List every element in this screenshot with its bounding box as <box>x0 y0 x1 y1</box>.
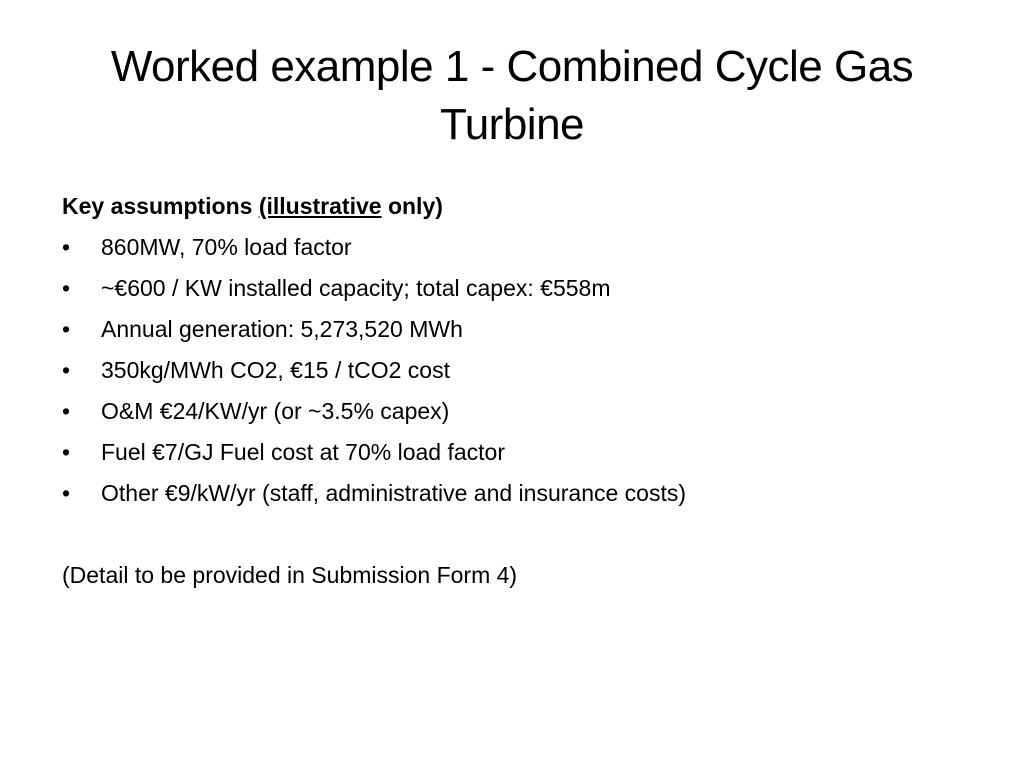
bullet-icon: • <box>62 398 71 424</box>
assumptions-list <box>62 227 962 514</box>
heading-suffix: only) <box>381 193 443 219</box>
list-item-text: Other €9/kW/yr (staff, administrative and insurance costs) <box>101 480 687 506</box>
bullet-icon: • <box>62 439 71 465</box>
list-item <box>62 227 962 268</box>
bullet-icon: • <box>62 275 71 301</box>
heading-prefix: Key assumptions <box>62 193 259 219</box>
list-item-text: ~€600 / KW installed capacity; total capex: €558m <box>101 275 611 301</box>
list-item <box>62 432 962 473</box>
list-item <box>62 473 962 514</box>
slide-title: Worked example 1 - Combined Cycle Gas Turbine <box>110 42 914 149</box>
key-assumptions-heading <box>62 186 962 227</box>
list-item-text: Annual generation: 5,273,520 MWh <box>101 316 463 342</box>
list-item <box>62 350 962 391</box>
bullet-icon: • <box>62 480 71 506</box>
list-item-text: O&M €24/KW/yr (or ~3.5% capex) <box>101 398 450 424</box>
bullet-icon: • <box>62 316 71 342</box>
slide-body <box>62 186 962 619</box>
list-item <box>62 268 962 309</box>
list-item-text: 350kg/MWh CO2, €15 / tCO2 cost <box>101 357 450 383</box>
list-item <box>62 309 962 350</box>
list-item-text: Fuel €7/GJ Fuel cost at 70% load factor <box>101 439 505 465</box>
bullet-icon: • <box>62 234 71 260</box>
heading-underlined: (illustrative <box>258 193 382 219</box>
list-item <box>62 391 962 432</box>
bullet-icon: • <box>62 357 71 383</box>
list-item-text: 860MW, 70% load factor <box>101 234 352 260</box>
submission-note: (Detail to be provided in Submission Form 4) <box>62 562 518 588</box>
